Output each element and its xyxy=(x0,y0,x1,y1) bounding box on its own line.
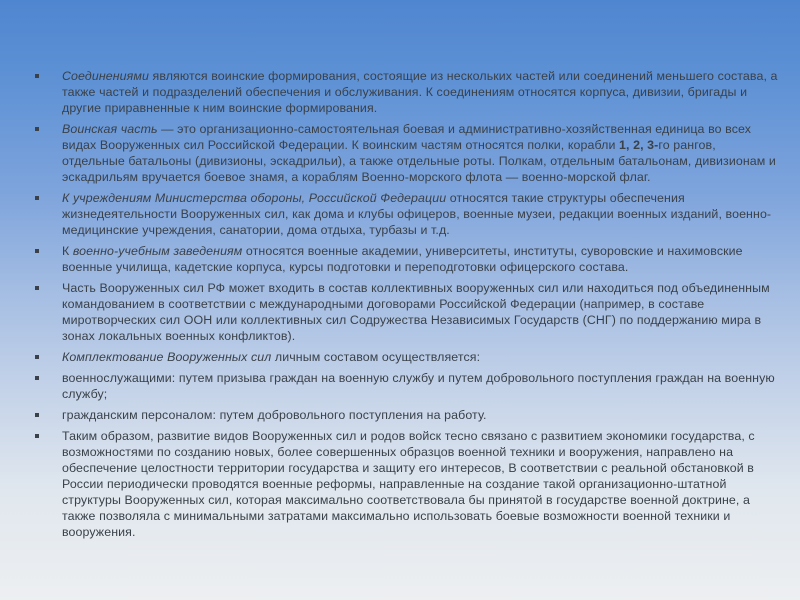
bullet-text xyxy=(62,190,778,238)
bullet-text xyxy=(62,428,778,540)
bullet-item xyxy=(34,68,778,116)
bullet-text xyxy=(62,243,778,275)
bullet-item xyxy=(34,428,778,540)
bullet-text-segment: военно-учебным заведениям xyxy=(72,244,243,258)
bullet-marker-icon xyxy=(34,121,62,137)
bullet-text-segment: го рангов, отдельные батальоны (дивизионы, эскадрильи), а также отдельные роты. Полкам, отдельным батальонам, дивизионам и эскадрильям вручается боевое знамя, а кораблям Военно-морского флота — военно-морской флаг. xyxy=(62,138,776,184)
bullet-text xyxy=(62,280,778,344)
bullet-item xyxy=(34,190,778,238)
bullet-text xyxy=(62,68,778,116)
bullet-text-segment: 1, 2, 3- xyxy=(619,138,659,152)
bullet-marker-icon xyxy=(34,280,62,296)
bullet-marker-icon xyxy=(34,370,62,386)
bullet-marker-icon xyxy=(34,190,62,206)
bullet-marker-icon xyxy=(34,428,62,444)
bullet-text-segment: — это организационно-самостоятельная боевая и административно-хозяйственная единица во всех видах Вооруженных сил Российской Федерации. К воинским частям относятся полки, корабли xyxy=(62,122,752,152)
bullet-text-segment: Часть Вооруженных сил РФ может входить в состав коллективных вооруженных сил или находиться под объединенным командованием в соответствии с международными договорами Российской Федерации (например, в составе миротворческих сил ООН или коллективных сил Содружества Независимых Государств (СНГ) по поддержанию мира в зонах локальных военных конфликтов). xyxy=(62,281,770,343)
bullet-marker-icon xyxy=(34,68,62,84)
bullet-marker-icon xyxy=(34,243,62,259)
bullet-item xyxy=(34,370,778,402)
bullet-text xyxy=(62,121,778,185)
bullet-marker-icon xyxy=(34,349,62,365)
bullet-text-segment: Таким образом, развитие видов Вооруженных сил и родов войск тесно связано с развитием экономики государства, с возможностями по созданию новых, более совершенных образцов военной техники и вооружения, направлено на обеспечение целостности территории государства и защиту его интересов, В соответствии с реальной обстановкой в России периодически проводятся военные реформы, направленные на создание такой организационно-штатной структуры Вооруженных сил, которая максимально соответствовала бы принятой в государстве военной доктрине, а также позволяла с минимальными затратами максимально использовать боевые возможности военной техники и вооружения. xyxy=(62,429,755,539)
bullet-text-segment: К учреждениям Министерства обороны, Российской Федерации xyxy=(62,191,447,205)
bullet-text-segment: Соединениями xyxy=(62,69,149,83)
bullet-text-segment: личным составом осуществляется: xyxy=(271,350,481,364)
bullet-marker-icon xyxy=(34,407,62,423)
bullet-text xyxy=(62,370,778,402)
bullet-item xyxy=(34,121,778,185)
bullet-item xyxy=(34,349,778,365)
bullet-text-segment: гражданским персоналом: путем добровольного поступления на работу. xyxy=(62,408,487,422)
bullet-item xyxy=(34,243,778,275)
bullet-text-segment: Воинская часть xyxy=(62,122,158,136)
bullet-text xyxy=(62,349,778,365)
bullet-list xyxy=(34,68,778,540)
bullet-text xyxy=(62,407,778,423)
bullet-text-segment: военнослужащими: путем призыва граждан на военную службу и путем добровольного поступления граждан на военную службу; xyxy=(62,371,775,401)
bullet-item xyxy=(34,280,778,344)
bullet-item xyxy=(34,407,778,423)
bullet-text-segment: Комплектование Вооруженных сил xyxy=(62,350,272,364)
bullet-text-segment: относятся такие структуры обеспечения жизнедеятельности Вооруженных сил, как дома и клубы офицеров, военные музеи, редакции военных изданий, военно-медицинские учреждения, санатории, дома отдыха, турбазы и т.д. xyxy=(62,191,772,237)
bullet-text-segment: являются воинские формирования, состоящие из нескольких частей или соединений меньшего состава, а также частей и подразделений обеспечения и обслуживания. К соединениям относятся корпуса, дивизии, бригады и другие приравненные к ним воинские формирования. xyxy=(62,69,778,115)
bullet-text-segment: К xyxy=(62,244,73,258)
bullet-text-segment: относятся военные академии, университеты, институты, суворовские и нахимовские военные училища, кадетские корпуса, курсы подготовки и переподготовки офицерского состава. xyxy=(62,244,743,274)
